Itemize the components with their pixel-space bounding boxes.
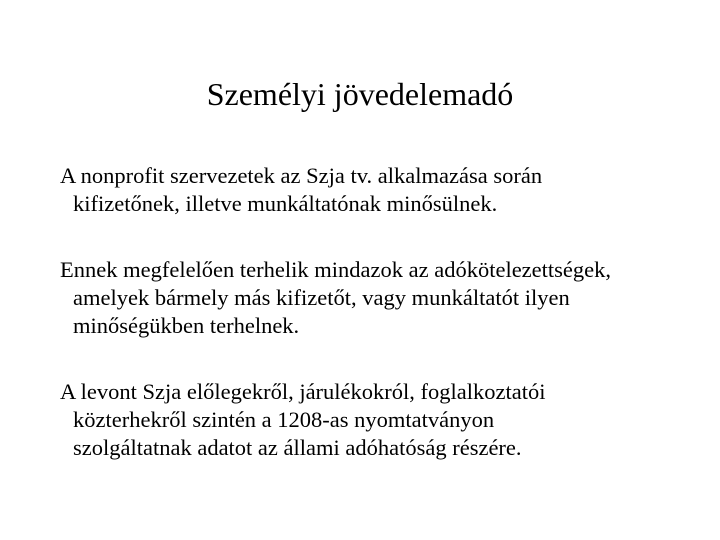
slide-title: Személyi jövedelemadó xyxy=(206,76,514,112)
bullet-item: Ennek megfelelően terhelik mindazok az adókötelezettségek, amelyek bármely más kifizetőt, vagy munkáltatót ilyen minőségükben terhelnek. xyxy=(60,257,612,338)
bullet-item: A levont Szja előlegekről, járulékokról, foglalkoztatói közterhekről szintén a 1208-as nyomtatványon szolgáltatnak adatot az állami adóhatóság részére. xyxy=(60,379,546,460)
bullet-item: A nonprofit szervezetek az Szja tv. alkalmazása során kifizetőnek, illetve munkáltatónak minősülnek. xyxy=(60,163,543,216)
bullet-list xyxy=(60,162,700,500)
